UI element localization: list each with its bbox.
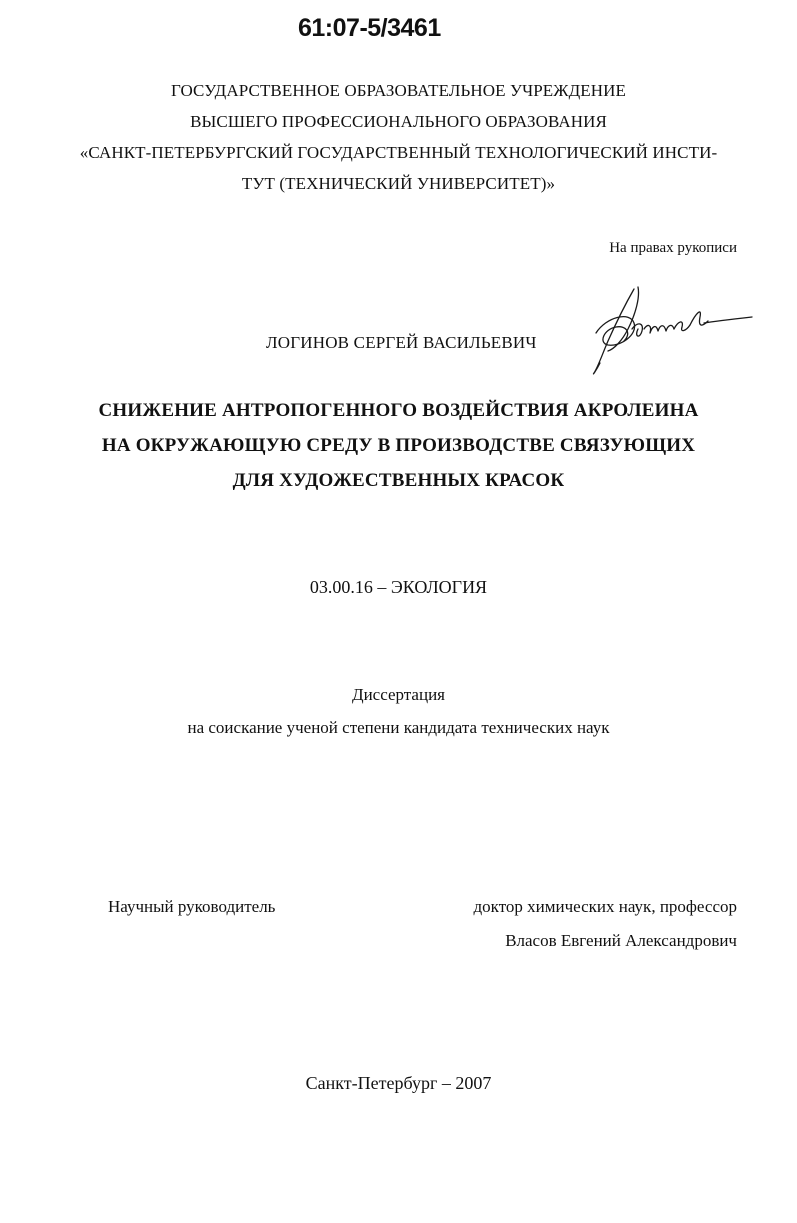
- title-line: СНИЖЕНИЕ АНТРОПОГЕННОГО ВОЗДЕЙСТВИЯ АКРОЛЕИНА: [98, 400, 699, 421]
- supervisor-name: Власов Евгений Александрович: [505, 931, 737, 950]
- author-signature: [586, 283, 756, 378]
- city-year: Санкт-Петербург – 2007: [305, 1073, 492, 1093]
- dissertation-type: Диссертация: [351, 685, 445, 704]
- archive-code: 61:07-5/3461: [298, 14, 441, 42]
- supervisor-label: Научный руководитель: [108, 897, 276, 916]
- manuscript-note: На правах рукописи: [609, 240, 737, 256]
- title-line: НА ОКРУЖАЮЩУЮ СРЕДУ В ПРОИЗВОДСТВЕ СВЯЗУЮЩИХ: [101, 435, 696, 456]
- institution-line: ВЫСШЕГО ПРОФЕССИОНАЛЬНОГО ОБРАЗОВАНИЯ: [190, 112, 607, 131]
- supervisor-credentials: доктор химических наук, профессор: [473, 897, 737, 916]
- specialty: 03.00.16 – ЭКОЛОГИЯ: [309, 577, 488, 597]
- institution-line: ТУТ (ТЕХНИЧЕСКИЙ УНИВЕРСИТЕТ)»: [241, 174, 556, 193]
- title-line: ДЛЯ ХУДОЖЕСТВЕННЫХ КРАСОК: [232, 470, 565, 491]
- dissertation-degree: на соискание ученой степени кандидата технических наук: [187, 718, 610, 737]
- institution-line: «САНКТ-ПЕТЕРБУРГСКИЙ ГОСУДАРСТВЕННЫЙ ТЕХНОЛОГИЧЕСКИЙ ИНСТИ-: [79, 143, 718, 162]
- author-name: ЛОГИНОВ СЕРГЕЙ ВАСИЛЬЕВИЧ: [266, 333, 537, 352]
- institution-line: ГОСУДАРСТВЕННОЕ ОБРАЗОВАТЕЛЬНОЕ УЧРЕЖДЕНИЕ: [170, 81, 627, 100]
